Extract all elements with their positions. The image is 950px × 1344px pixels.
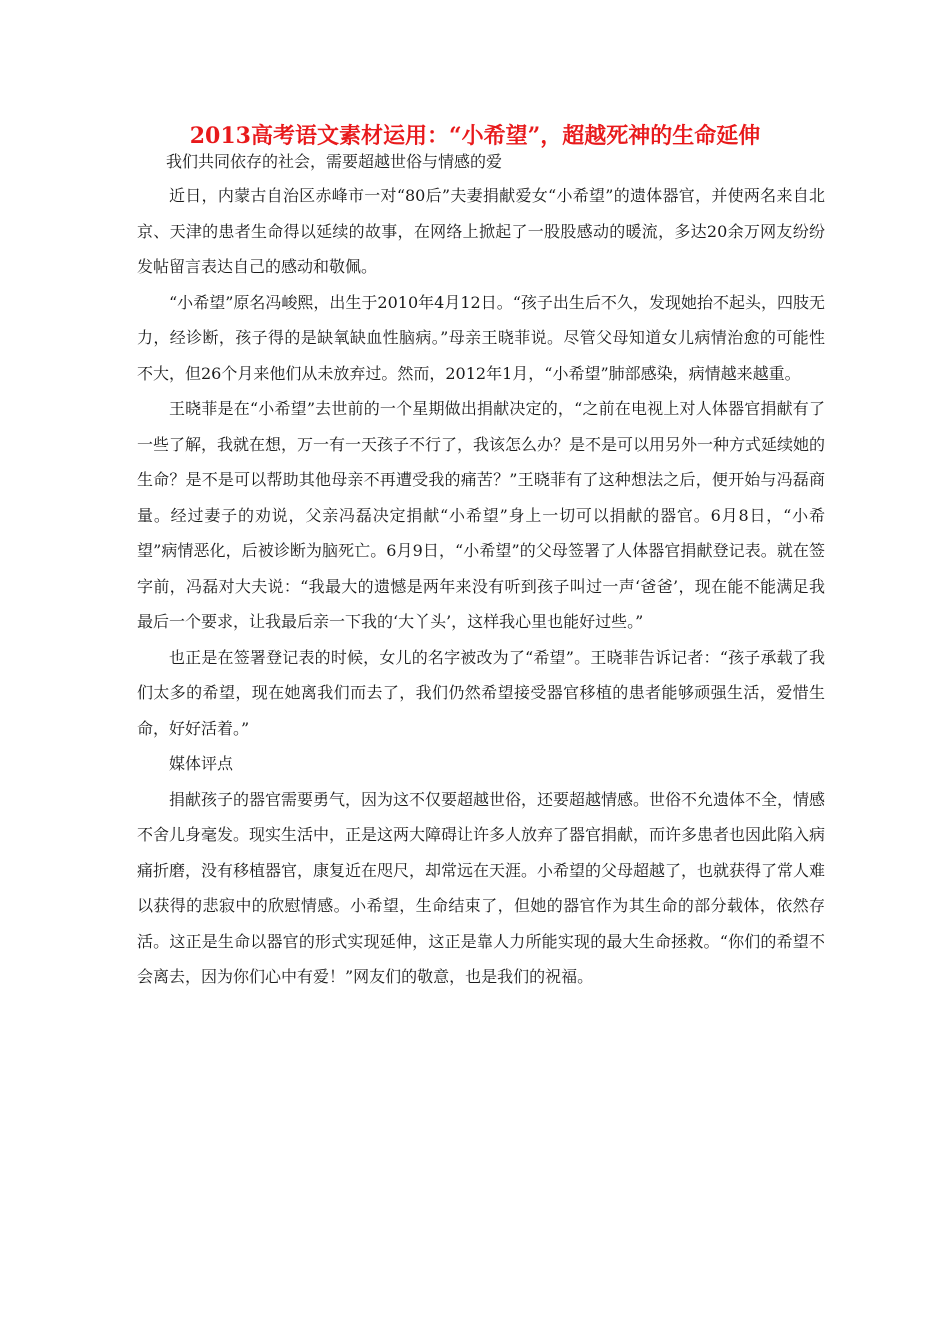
paragraph-renaming: 也正是在签署登记表的时候，女儿的名字被改为了“希望”。王晓菲告诉记者：“孩子承载了我们太多的希望，现在她离我们而去了，我们仍然希望接受器官移植的患者能够顽强生活，爱惜生命，好好活着。”	[137, 647, 825, 738]
paragraph-background: “小希望”原名冯峻熙，出生于2010年4月12日。“孩子出生后不久，发现她抬不起头，四肢无力，经诊断，孩子得的是缺氧缺血性脑病。”母亲王晓菲说。尽管父母知道女儿病情治愈的可能性不大，但26个月来他们从未放弃过。然而，2012年1月，“小希望”肺部感染，病情越来越重。	[137, 292, 825, 383]
document-title: 2013高考语文素材运用：“小希望”，超越死神的生命延伸	[189, 123, 761, 149]
paragraph-intro: 近日，内蒙古自治区赤峰市一对“80后”夫妻捐献爱女“小希望”的遗体器官，并使两名来自北京、天津的患者生命得以延续的故事，在网络上掀起了一股股感动的暖流，多达20余万网友纷纷发帖留言表达自己的感动和敬佩。	[137, 186, 825, 276]
article-body	[137, 178, 825, 995]
paragraph-commentary: 捐献孩子的器官需要勇气，因为这不仅要超越世俗，还要超越情感。世俗不允遗体不全，情感不舍儿身毫发。现实生活中，正是这两大障碍让许多人放弃了器官捐献，而许多患者也因此陷入病痛折磨，没有移植器官，康复近在咫尺，却常远在天涯。小希望的父母超越了，也就获得了常人难以获得的悲寂中的欣慰情感。小希望，生命结束了，但她的器官作为其生命的部分载体，依然存活。这正是生命以器官的形式实现延伸，这正是靠人力所能实现的最大生命拯救。“你们的希望不会离去，因为你们心中有爱！”网友们的敬意，也是我们的祝福。	[137, 789, 826, 986]
section-label-media-commentary: 媒体评点	[169, 754, 234, 773]
paragraph-decision: 王晓菲是在“小希望”去世前的一个星期做出捐献决定的，“之前在电视上对人体器官捐献有了一些了解，我就在想，万一有一天孩子不行了，我该怎么办？是不是可以用另外一种方式延续她的生命？是不是可以帮助其他母亲不再遭受我的痛苦？”王晓菲有了这种想法之后，便开始与冯磊商量。经过妻子的劝说，父亲冯磊决定捐献“小希望”身上一切可以捐献的器官。6月8日，“小希望”病情恶化，后被诊断为脑死亡。6月9日，“小希望”的父母签署了人体器官捐献登记表。就在签字前，冯磊对大夫说：“我最大的遗憾是两年来没有听到孩子叫过一声‘爸爸’，现在能不能满足我最后一个要求，让我最后亲一下我的‘大丫头’，这样我心里也能好过些。”	[137, 399, 826, 631]
document-subtitle: 我们共同依存的社会，需要超越世俗与情感的爱	[166, 152, 503, 171]
